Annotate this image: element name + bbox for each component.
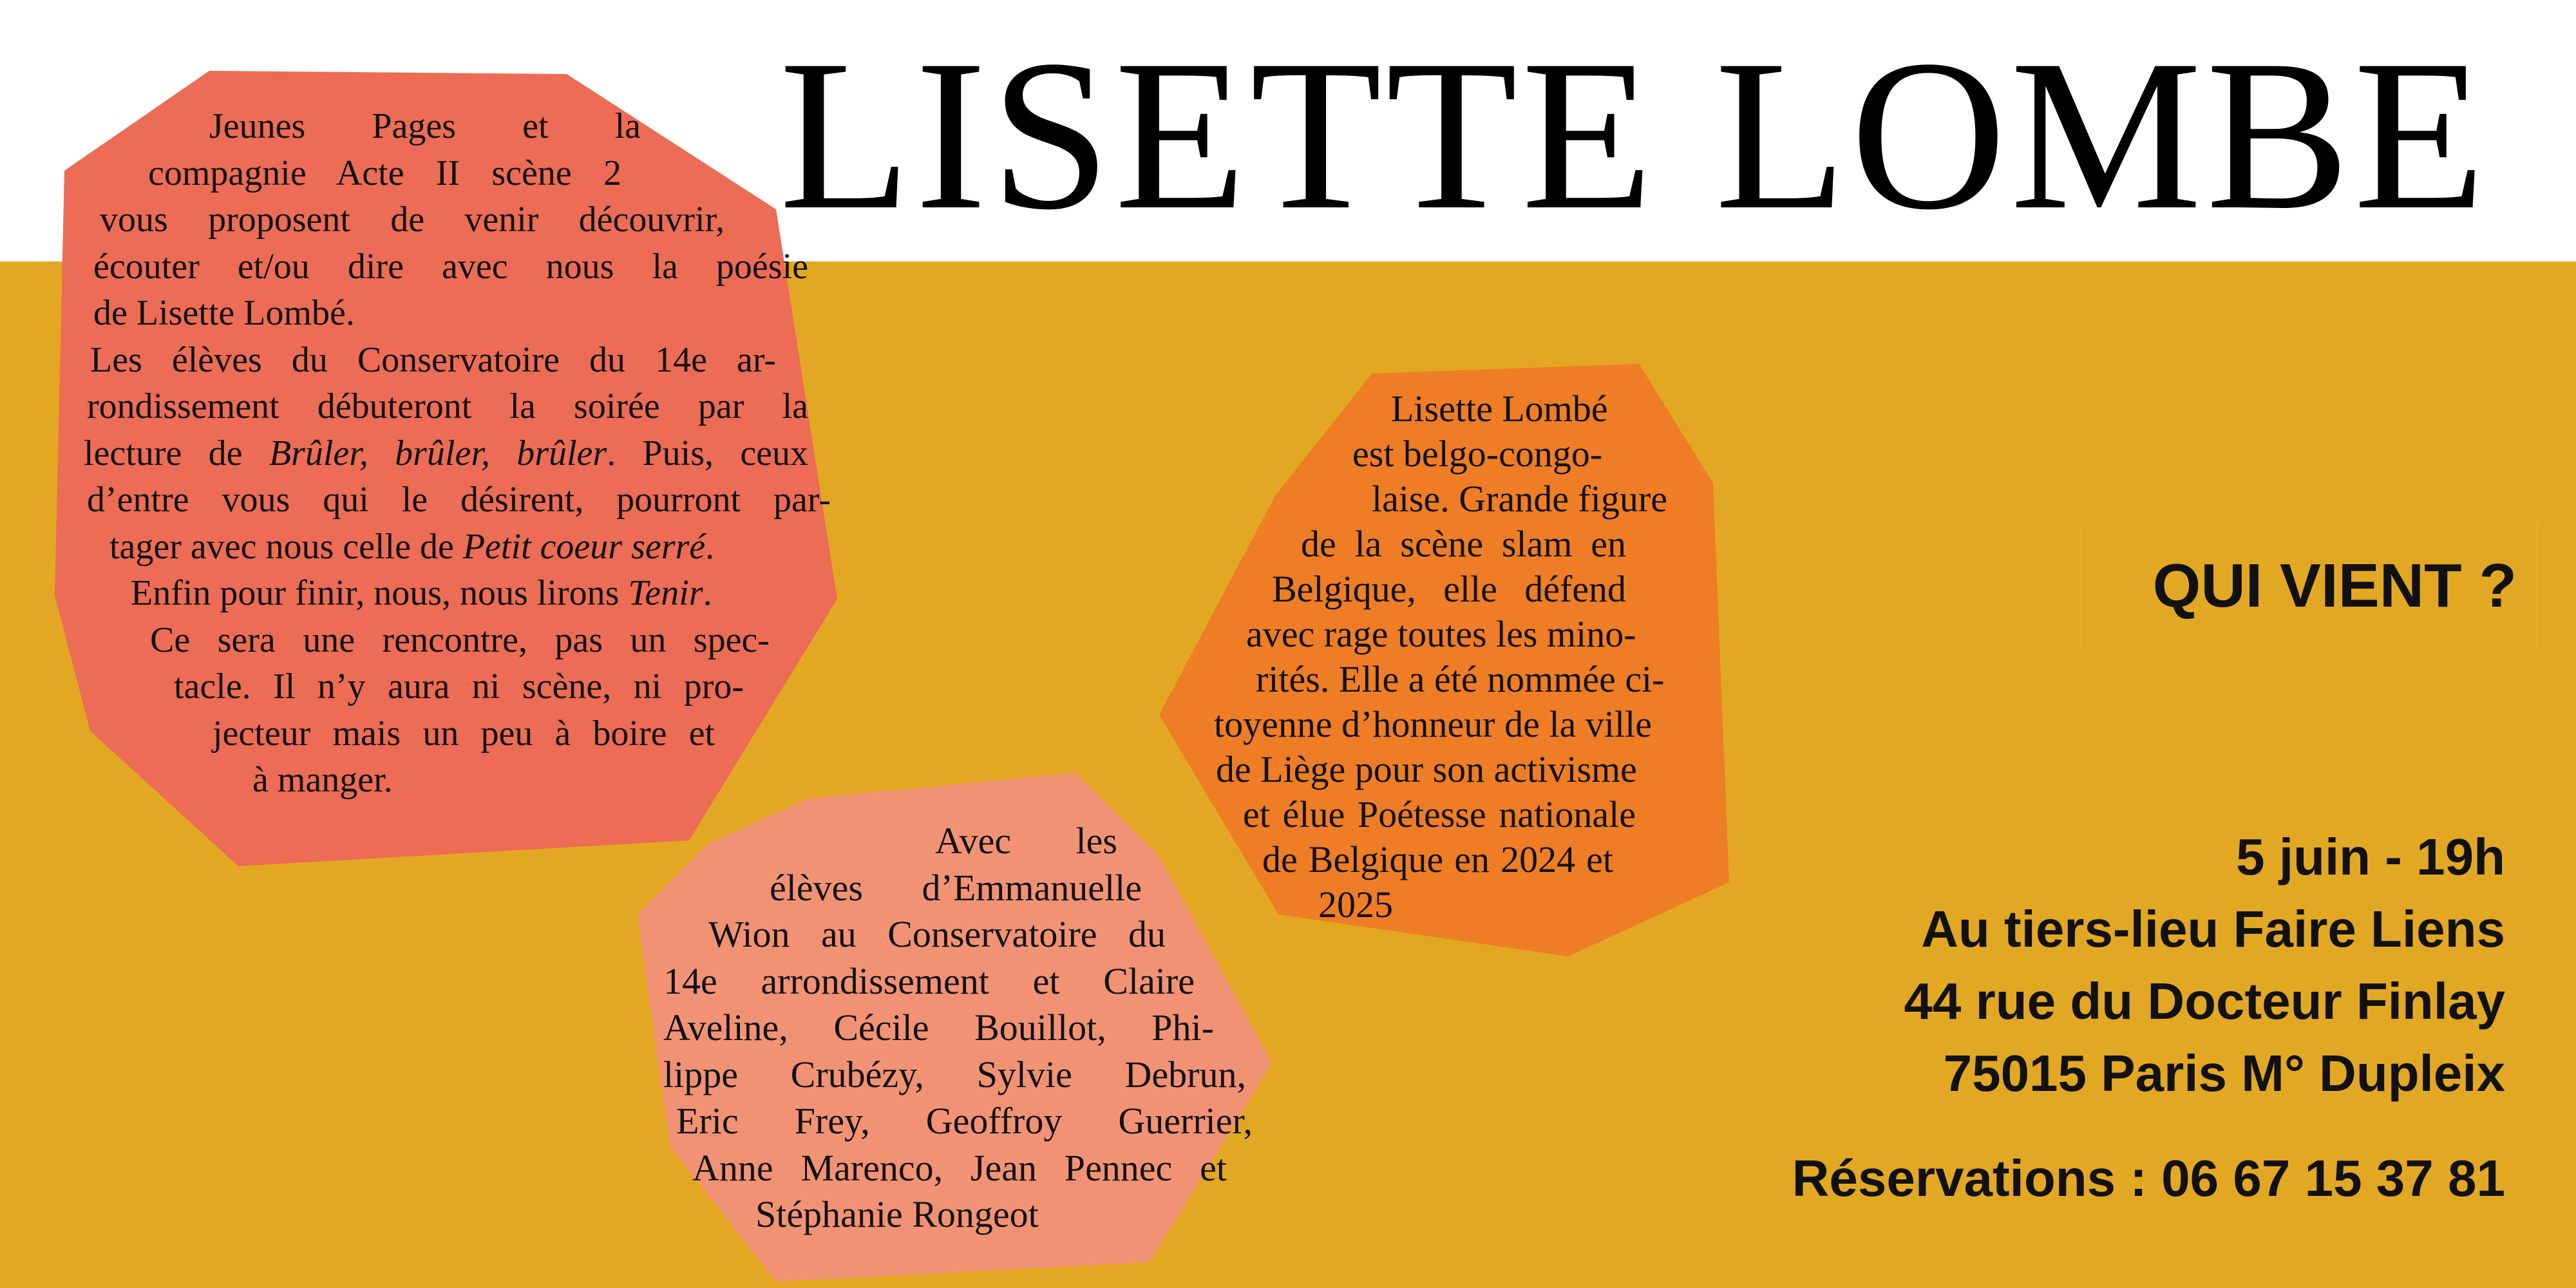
bio-line-2: est belgo-congo- — [1352, 433, 1603, 475]
intro-line-11-a: Enfin pour finir, nous, nous lirons — [131, 573, 620, 613]
intro-line-10-b: . — [705, 526, 715, 567]
poster-title: LISETTE LOMBE — [779, 15, 2490, 254]
cast-line-7: Eric Frey, Geoffroy Guerrier, — [676, 1100, 1253, 1142]
intro-line-6: Les élèves du Conservatoire du 14e ar- — [90, 339, 776, 380]
work-title-bruler: Brûler, brûler, brûler — [269, 433, 607, 473]
bio-line-10: et élue Poétesse nationale — [1243, 793, 1636, 835]
intro-line-15: à manger. — [252, 760, 393, 800]
cast-line-9: Stéphanie Rongeot — [755, 1193, 1039, 1235]
intro-line-9: d’entre vous qui le désirent, pourront par- — [87, 480, 831, 520]
bio-line-8: toyenne d’honneur de la ville — [1214, 703, 1652, 745]
intro-line-7: rondissement débuteront la soirée par la — [87, 386, 808, 426]
cast-line-8: Anne Marenco, Jean Pennec et — [692, 1146, 1227, 1189]
question-heading: QUI VIENT ? — [2152, 551, 2517, 620]
event-date-time: 5 juin - 19h — [2236, 828, 2505, 886]
intro-line-5: de Lisette Lombé. — [93, 293, 355, 333]
intro-line-10 — [55, 524, 840, 571]
intro-line-11-b: . — [703, 573, 712, 613]
intro-line-13: tacle. Il n’y aura ni scène, ni pro- — [174, 667, 744, 706]
bio-line-7: rités. Elle a été nommée ci- — [1256, 658, 1665, 700]
intro-line-4: écouter et/ou dire avec nous la poésie — [93, 246, 808, 287]
bio-line-9: de Liège pour son activisme — [1216, 748, 1637, 790]
intro-line-10-a: tager avec nous celle de — [109, 526, 454, 567]
intro-text — [55, 103, 840, 804]
intro-line-8 — [55, 430, 840, 477]
cast-line-4: 14e arrondissement et Claire — [663, 960, 1195, 1002]
cast-line-3: Wion au Conservatoire du — [708, 913, 1166, 955]
event-city: 75015 Paris M° Dupleix — [1943, 1045, 2505, 1102]
intro-line-8-b: . Puis, ceux — [607, 433, 809, 473]
intro-blob — [55, 71, 840, 869]
bio-line-6: avec rage toutes les mino- — [1246, 613, 1636, 655]
event-street: 44 rue du Docteur Finlay — [1904, 972, 2505, 1030]
intro-line-2: compagnie Acte II scène 2 — [148, 153, 621, 193]
intro-line-12: Ce sera une rencontre, pas un spec- — [150, 620, 770, 660]
question-box — [2080, 522, 2537, 650]
reservations-phone: Réservations : 06 67 15 37 81 — [1792, 1150, 2505, 1207]
cast-line-5: Aveline, Cécile Bouillot, Phi- — [663, 1007, 1214, 1048]
reservations — [1668, 1143, 2505, 1214]
bio-line-4: de la scène slam en — [1301, 523, 1626, 565]
event-details — [1668, 821, 2505, 1110]
cast-line-2: élèves d’Emmanuelle — [770, 866, 1142, 909]
bio-line-12: 2025 — [1318, 884, 1393, 925]
bio-line-5: Belgique, elle défend — [1272, 568, 1626, 610]
bio-line-11: de Belgique en 2024 et — [1262, 838, 1613, 880]
intro-line-11 — [55, 570, 840, 617]
intro-line-1: Jeunes Pages et la — [209, 106, 641, 146]
intro-line-14: jecteur mais un peu à boire et — [213, 713, 715, 753]
bio-line-3: laise. Grande figure — [1372, 478, 1667, 520]
work-title-tenir: Tenir — [628, 573, 703, 613]
intro-line-3: vous proposent de venir découvrir, — [100, 200, 724, 240]
bio-blob — [1159, 361, 1739, 966]
event-venue: Au tiers-lieu Faire Liens — [1921, 900, 2505, 958]
bio-text — [1159, 386, 1739, 927]
intro-line-8-a: lecture de — [84, 433, 243, 473]
cast-line-1: Avec les — [935, 820, 1117, 862]
cast-line-6: lippe Crubézy, Sylvie Debrun, — [663, 1053, 1246, 1095]
work-title-petit-coeur: Petit coeur serré — [462, 526, 706, 567]
bio-line-1: Lisette Lombé — [1391, 388, 1608, 430]
